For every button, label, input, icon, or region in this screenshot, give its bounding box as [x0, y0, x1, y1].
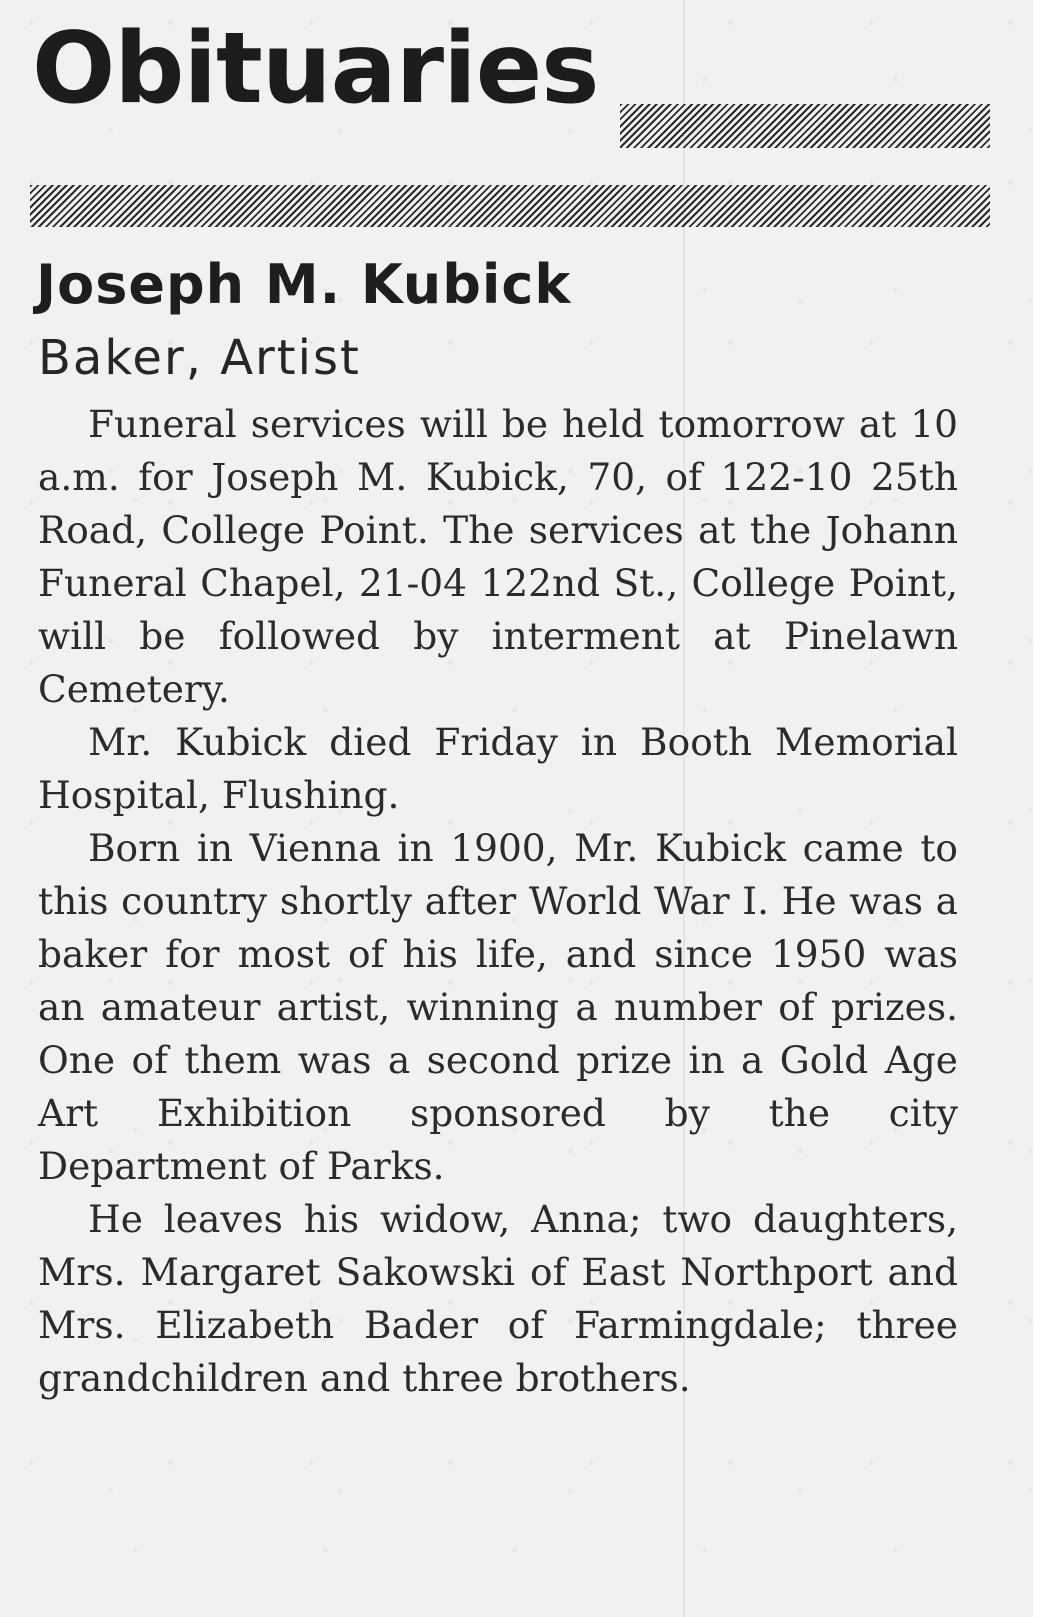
article-body — [38, 398, 958, 1405]
article-paragraph: Mr. Kubick died Friday in Booth Memorial Hospital, Flushing. — [38, 720, 958, 817]
masthead-hatched-rule-bottom — [30, 185, 990, 227]
article-paragraph: Funeral services will be held tomorrow at 10 a.m. for Joseph M. Kubick, 70, of 122-10 25th Road, College Point. The services at the Johann Funeral Chapel, 21-04 122nd St., College Point, will be followed by interment at Pinelawn Cemetery. — [38, 402, 958, 711]
masthead — [30, 12, 990, 235]
article-paragraph: Born in Vienna in 1900, Mr. Kubick came to this country shortly after World War I. He was a baker for most of his life, and since 1950 was an amateur artist, winning a number of prizes. One of them was a second prize in a Gold Age Art Exhibition sponsored by the city Department of Parks. — [38, 826, 958, 1188]
article-headline: Joseph M. Kubick — [36, 253, 572, 316]
masthead-title: Obituaries — [32, 12, 599, 126]
article-subhead: Baker, Artist — [38, 330, 361, 386]
masthead-hatched-rule-top — [620, 104, 990, 148]
article-paragraph: He leaves his widow, Anna; two daughters, Mrs. Margaret Sakowski of East Northport and Mrs. Elizabeth Bader of Farmingdale; three grandchildren and three brothers. — [38, 1197, 958, 1400]
